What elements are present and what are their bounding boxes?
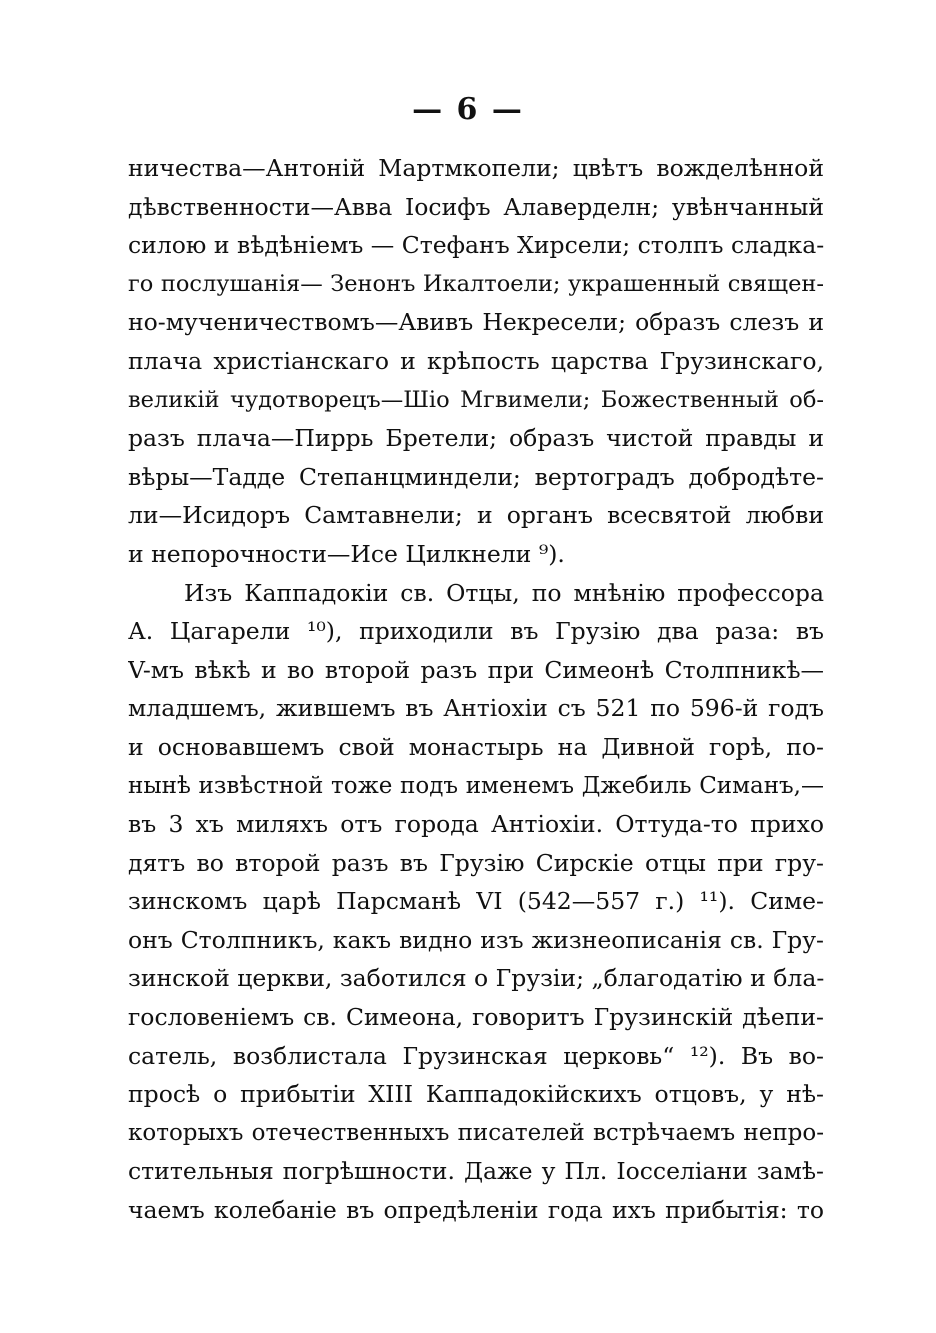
- text-line: нынѣ извѣстной тоже подъ именемъ Джебиль Симанъ,—: [128, 772, 824, 799]
- text-line: въ 3 хъ миляхъ отъ города Антіохіи. Оттуда-то прихо: [128, 810, 824, 839]
- text-line: зинскомъ царѣ Парсманѣ VI (542—557 г.) ¹¹). Симе-: [128, 887, 824, 916]
- text-line: и основавшемъ свой монастырь на Дивной горѣ, по-: [128, 732, 824, 761]
- text-line: младшемъ, жившемъ въ Антіохіи съ 521 по 596-й годъ: [128, 694, 824, 723]
- text-line: стительныя погрѣшности. Даже у Пл. Іосселіани замѣ-: [128, 1157, 824, 1186]
- text-line: дѣвственности—Авва Іосифъ Алаверделн; увѣнчанный: [128, 192, 824, 221]
- text-line: го послушанія— Зенонъ Икалтоели; украшенный священ-: [128, 270, 824, 297]
- text-line: онъ Столпникъ, какъ видно изъ жизнеописанія св. Гру-: [128, 925, 824, 954]
- text-line: разъ плача—Пиррь Бретели; образъ чистой правды и: [128, 424, 824, 453]
- text-line: А. Цагарели ¹⁰), приходили въ Грузію два раза: въ: [128, 617, 824, 646]
- text-line: но-мученичествомъ—Авивъ Некресели; образъ слезъ и: [128, 308, 824, 337]
- text-line: просѣ о прибытіи XIII Каппадокійскихъ отцовъ, у нѣ-: [128, 1080, 824, 1109]
- text-line: силою и вѣдѣніемъ — Стефанъ Хирсели; столпъ сладка-: [128, 231, 824, 260]
- text-line: дятъ во второй разъ въ Грузію Сирскіе отцы при гру-: [128, 848, 824, 877]
- text-line: ли—Исидоръ Самтавнели; и органъ всесвятой любви: [128, 501, 824, 530]
- text-line: чаемъ колебаніе въ опредѣленіи года ихъ прибытія: то: [128, 1196, 824, 1225]
- text-line: великій чудотворецъ—Шіо Мгвимели; Божественный об-: [128, 386, 824, 413]
- page-number: — 6 —: [412, 92, 524, 127]
- text-line: зинской церкви, заботился о Грузіи; „благодатію и бла-: [128, 964, 824, 993]
- text-line: V-мъ вѣкѣ и во второй разъ при Симеонѣ Столпникѣ—: [128, 655, 824, 684]
- text-line: ничества—Антоній Мартмкопели; цвѣтъ вожделѣнной: [128, 154, 824, 182]
- text-line: сатель, возблистала Грузинская церковь“ ¹²). Въ во-: [128, 1041, 824, 1070]
- text-body: [128, 149, 824, 1230]
- text-line: вѣры—Тадде Степанцминдели; вертоградъ добродѣте-: [128, 462, 824, 491]
- paragraph-first-line: Изъ Каппадокіи св. Отцы, по мнѣнію профессора: [184, 578, 824, 607]
- text-line: которыхъ отечественныхъ писателей встрѣчаемъ непро-: [128, 1119, 824, 1146]
- text-line: плача христіанскаго и крѣпость царства Грузинскаго,: [128, 346, 824, 375]
- text-line: гословеніемъ св. Симеона, говоритъ Грузинскій дѣепи-: [128, 1003, 824, 1032]
- text-line: и непорочности—Исе Цилкнели ⁹).: [128, 539, 565, 568]
